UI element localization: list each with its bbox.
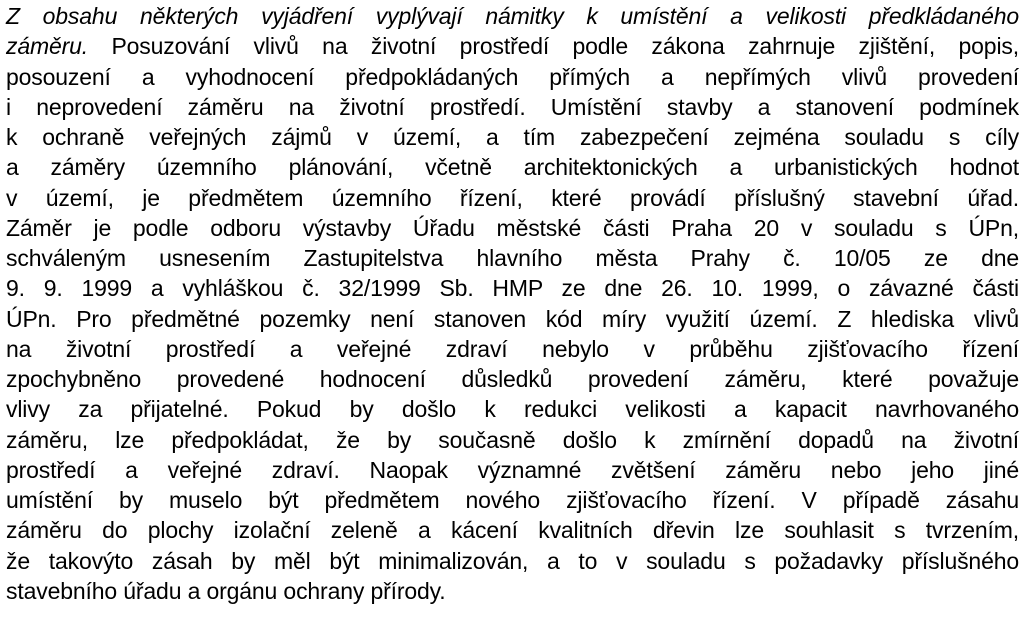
text-line-19 bbox=[6, 546, 1019, 576]
text-line-2 bbox=[6, 31, 1019, 61]
line-text: i neprovedení záměru na životní prostředí. Umístění stavby a stanovení podmínek bbox=[6, 93, 1019, 120]
line-text: vlivy za přijatelné. Pokud by došlo k redukci velikosti a kapacit navrhovaného bbox=[6, 396, 1019, 423]
line-text: Záměr je podle odboru výstavby Úřadu městské části Praha 20 v souladu s ÚPn, bbox=[6, 214, 1019, 241]
text-line-20 bbox=[6, 576, 1019, 606]
italic-text: záměru. bbox=[6, 33, 89, 60]
text-line-11 bbox=[6, 304, 1019, 334]
text-line-9 bbox=[6, 243, 1019, 273]
text-line-17 bbox=[6, 485, 1019, 515]
line-text: a záměry územního plánování, včetně architektonických a urbanistických hodnot bbox=[6, 154, 1019, 181]
line-text: umístění by muselo být předmětem nového zjišťovacího řízení. V případě zásahu bbox=[6, 487, 1019, 513]
line-text: že takovýto zásah by měl být minimalizován, a to v souladu s požadavky příslušného bbox=[6, 547, 1019, 574]
line-text: zpochybněno provedené hodnocení důsledků provedení záměru, které považuje bbox=[6, 366, 1019, 392]
text-line-5 bbox=[6, 122, 1019, 152]
paragraph bbox=[6, 1, 1019, 606]
line-text: záměru, lze předpokládat, že by současně došlo k zmírnění dopadů na životní bbox=[6, 426, 1019, 453]
line-text: záměru do plochy izolační zeleně a kácení kvalitních dřevin lze souhlasit s tvrzením, bbox=[6, 517, 1019, 544]
text-line-18 bbox=[6, 515, 1019, 545]
document-page bbox=[0, 1, 1024, 618]
line-text: schváleným usnesením Zastupitelstva hlavního města Prahy č. 10/05 ze dne bbox=[6, 245, 1019, 271]
text-line-14 bbox=[6, 394, 1019, 424]
text-line-3 bbox=[6, 62, 1019, 92]
text-line-7 bbox=[6, 183, 1019, 213]
line-text: na životní prostředí a veřejné zdraví nebylo v průběhu zjišťovacího řízení bbox=[6, 335, 1019, 362]
text-line-4 bbox=[6, 92, 1019, 122]
line-text: 9. 9. 1999 a vyhláškou č. 32/1999 Sb. HMP ze dne 26. 10. 1999, o závazné části bbox=[6, 275, 1019, 302]
line-text: stavebního úřadu a orgánu ochrany přírody. bbox=[6, 577, 446, 604]
text-line-12 bbox=[6, 334, 1019, 364]
line-text: posouzení a vyhodnocení předpokládaných přímých a nepřímých vlivů provedení bbox=[6, 63, 1019, 90]
text-line-13 bbox=[6, 364, 1019, 394]
text-line-15 bbox=[6, 425, 1019, 455]
line-text: k ochraně veřejných zájmů v území, a tím zabezpečení zejména souladu s cíly bbox=[6, 124, 1019, 150]
line-text: Posuzování vlivů na životní prostředí podle zákona zahrnuje zjištění, popis, bbox=[88, 33, 1019, 60]
text-line-1 bbox=[6, 1, 1019, 31]
text-line-8 bbox=[6, 213, 1019, 243]
italic-text: Z obsahu některých vyjádření vyplývají námitky k umístění a velikosti předkládaného bbox=[6, 3, 1019, 29]
line-text: prostředí a veřejné zdraví. Naopak významné zvětšení záměru nebo jeho jiné bbox=[6, 456, 1019, 483]
text-line-10 bbox=[6, 273, 1019, 303]
line-text: v území, je předmětem územního řízení, které provádí příslušný stavební úřad. bbox=[6, 184, 1019, 211]
text-line-16 bbox=[6, 455, 1019, 485]
text-line-6 bbox=[6, 152, 1019, 182]
line-text: ÚPn. Pro předmětné pozemky není stanoven kód míry využití území. Z hlediska vlivů bbox=[6, 305, 1019, 332]
